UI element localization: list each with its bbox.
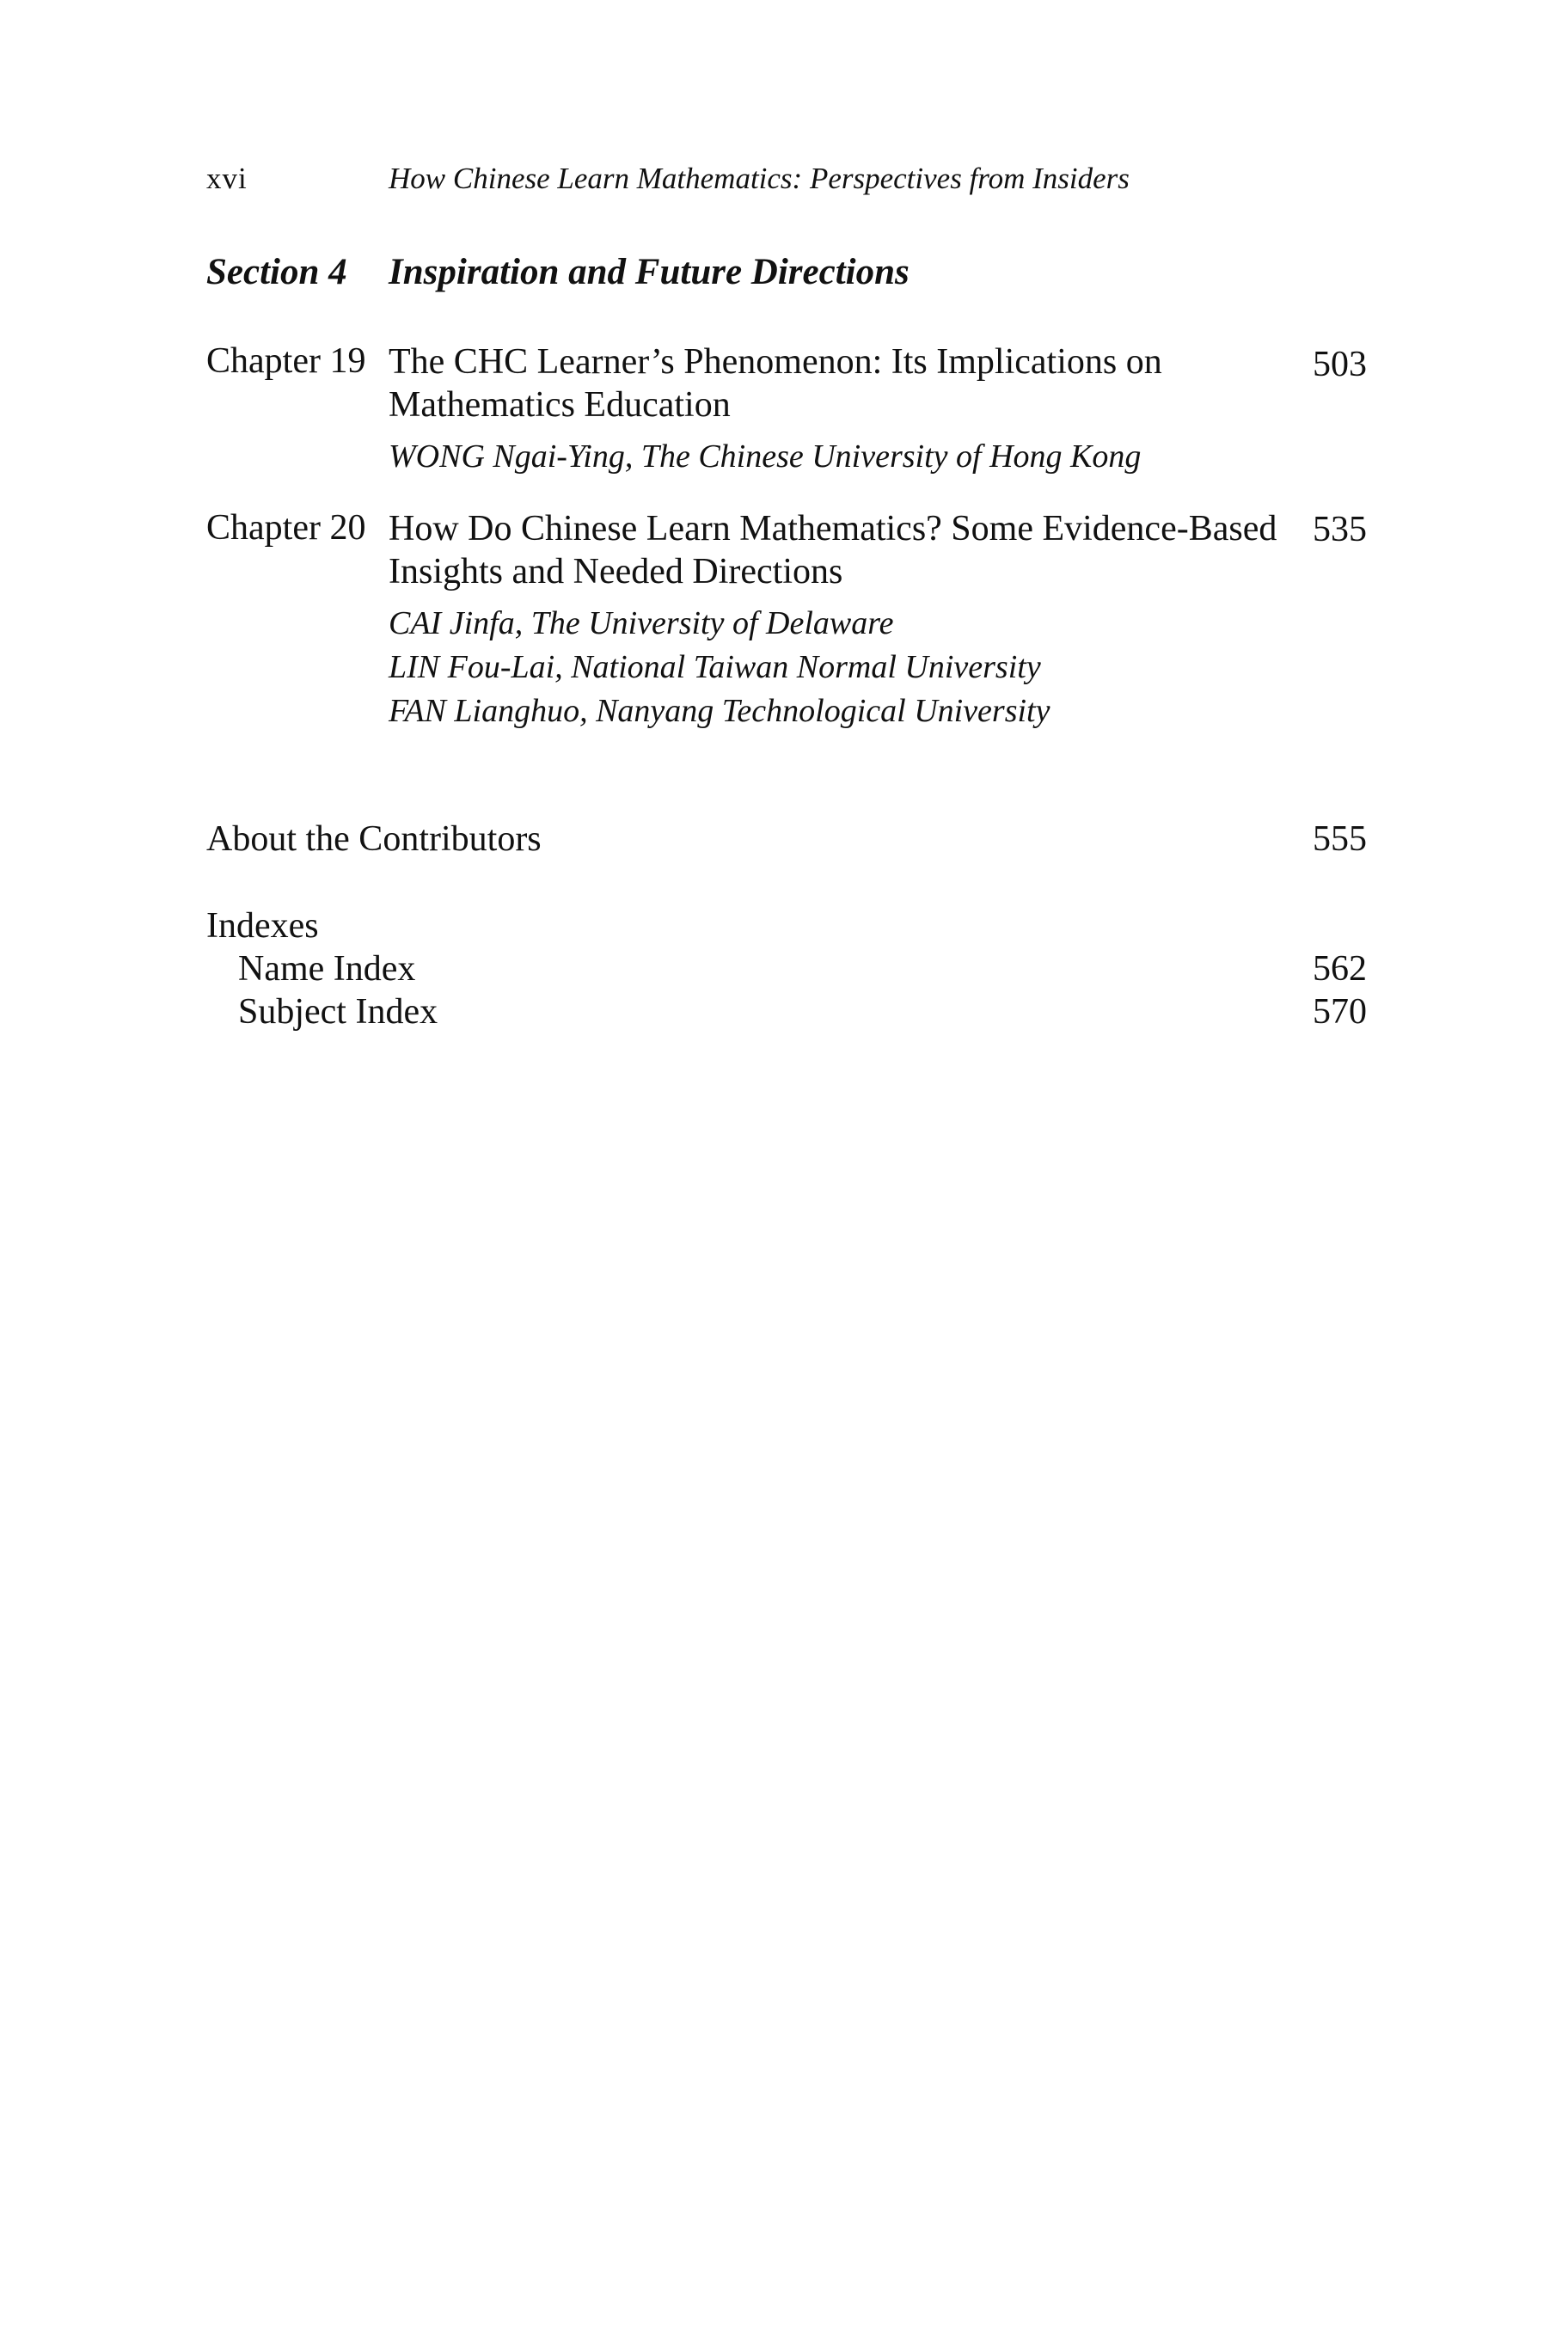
- indexes-heading: Indexes: [206, 906, 319, 946]
- chapter-author: WONG Ngai-Ying, The Chinese University of Hong Kong: [389, 438, 1142, 475]
- chapter-page-number: 503: [1313, 345, 1367, 384]
- chapter-title: The CHC Learner’s Phenomenon: Its Implications on Mathematics Education: [389, 342, 1162, 425]
- chapter-page-number: 535: [1313, 510, 1367, 549]
- running-header-page-number: xvi: [206, 162, 248, 195]
- index-item-page-number: 570: [1313, 992, 1367, 1032]
- section-label: Section 4: [206, 252, 347, 292]
- chapter-author: FAN Lianghuo, Nanyang Technological University: [389, 693, 1050, 729]
- section-title: Inspiration and Future Directions: [389, 252, 910, 292]
- running-header-book-title: How Chinese Learn Mathematics: Perspectives from Insiders: [389, 162, 1130, 195]
- contributors-page-number: 555: [1313, 819, 1367, 859]
- contributors-label: About the Contributors: [206, 819, 542, 859]
- chapter-author: CAI Jinfa, The University of Delaware: [389, 605, 894, 641]
- index-item-label: Name Index: [238, 949, 416, 989]
- chapter-author: LIN Fou-Lai, National Taiwan Normal University: [389, 649, 1041, 685]
- chapter-label: Chapter 20: [206, 508, 366, 548]
- chapter-title: How Do Chinese Learn Mathematics? Some Evidence-Based Insights and Needed Directions: [389, 509, 1277, 591]
- index-item-label: Subject Index: [238, 992, 438, 1032]
- index-item-page-number: 562: [1313, 949, 1367, 989]
- chapter-label: Chapter 19: [206, 341, 366, 381]
